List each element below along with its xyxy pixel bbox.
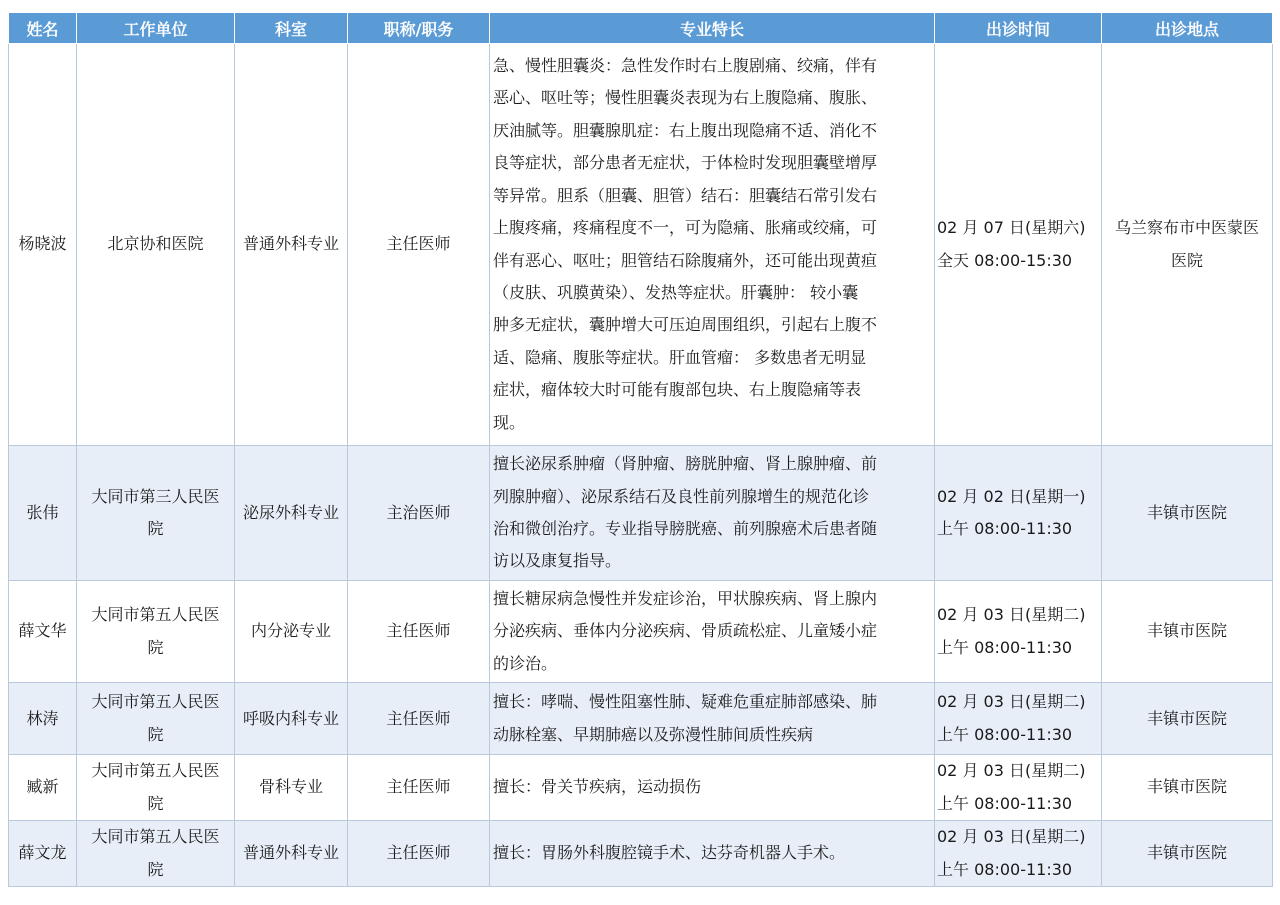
cell-specialty-line: 现。 — [493, 412, 526, 432]
table-body — [9, 44, 1273, 887]
cell-name: 杨晓波 — [9, 44, 77, 446]
cell-title: 主任医师 — [348, 683, 490, 755]
cell-specialty-line: 擅长：胃肠外科腹腔镜手术、达芬奇机器人手术。 — [493, 843, 846, 863]
cell-time-line: 02 月 03 日(星期二) — [937, 761, 1086, 781]
cell-specialty-line: 擅长泌尿系肿瘤（肾肿瘤、膀胱肿瘤、肾上腺肿瘤、前 — [493, 454, 878, 474]
cell-specialty — [490, 683, 935, 755]
header-specialty: 专业特长 — [490, 13, 935, 44]
cell-specialty-line: 动脉栓塞、早期肺癌以及弥漫性肺间质性疾病 — [493, 724, 814, 744]
cell-name: 张伟 — [9, 446, 77, 581]
cell-title: 主治医师 — [348, 446, 490, 581]
cell-unit-line: 大同市第三人民医 — [91, 486, 220, 506]
cell-time-line: 上午 08:00-11:30 — [937, 859, 1073, 879]
cell-specialty-line: 等异常。胆系（胆囊、胆管）结石：胆囊结石常引发右 — [493, 185, 878, 205]
cell-specialty-line: 适、隐痛、腹胀等症状。肝血管瘤： 多数患者无明显 — [493, 347, 867, 367]
cell-location-line: 丰镇市医院 — [1146, 708, 1227, 728]
cell-time — [935, 581, 1102, 683]
cell-unit — [77, 683, 235, 755]
cell-specialty-line: 的诊治。 — [493, 653, 558, 673]
cell-title: 主任医师 — [348, 755, 490, 821]
cell-unit-line: 院 — [147, 793, 164, 813]
cell-unit-line: 大同市第五人民医 — [91, 761, 220, 781]
cell-time-line: 02 月 03 日(星期二) — [937, 692, 1086, 712]
header-unit: 工作单位 — [77, 13, 235, 44]
cell-name: 薛文龙 — [9, 821, 77, 887]
clinic-schedule-table — [8, 12, 1273, 887]
cell-unit-line: 院 — [147, 519, 164, 538]
cell-location — [1102, 44, 1273, 446]
cell-specialty-line: 伴有恶心、呕吐；胆管结石除腹痛外，还可能出现黄疸 — [493, 250, 878, 270]
cell-specialty-line: 列腺肿瘤）、泌尿系结石及良性前列腺增生的规范化诊 — [493, 486, 870, 506]
cell-unit-line: 大同市第五人民医 — [91, 827, 220, 847]
cell-time-line: 上午 08:00-11:30 — [937, 519, 1073, 538]
cell-specialty-line: （皮肤、巩膜黄染）、发热等症状。肝囊肿： 较小囊 — [493, 282, 859, 302]
header-dept: 科室 — [235, 13, 348, 44]
cell-location — [1102, 683, 1273, 755]
cell-dept: 内分泌专业 — [235, 581, 348, 683]
header-title: 职称/职务 — [348, 13, 490, 44]
table-row — [9, 581, 1273, 683]
cell-specialty-line: 治和微创治疗。专业指导膀胱癌、前列腺癌术后患者随 — [493, 519, 878, 538]
header-location: 出诊地点 — [1102, 13, 1273, 44]
cell-specialty-line: 恶心、呕吐等；慢性胆囊炎表现为右上腹隐痛、腹胀、 — [493, 88, 878, 108]
cell-time-line: 02 月 03 日(星期二) — [937, 827, 1086, 847]
cell-location-line: 丰镇市医院 — [1146, 621, 1227, 641]
cell-specialty-line: 上腹疼痛，疼痛程度不一，可为隐痛、胀痛或绞痛，可 — [493, 218, 878, 238]
cell-time — [935, 755, 1102, 821]
cell-specialty-line: 急、慢性胆囊炎：急性发作时右上腹剧痛、绞痛，伴有 — [493, 56, 878, 76]
table-row — [9, 446, 1273, 581]
cell-dept: 泌尿外科专业 — [235, 446, 348, 581]
header-time: 出诊时间 — [935, 13, 1102, 44]
cell-specialty-line: 擅长糖尿病急慢性并发症诊治，甲状腺疾病、肾上腺内 — [493, 589, 878, 608]
table-row — [9, 44, 1273, 446]
cell-unit — [77, 755, 235, 821]
cell-time — [935, 683, 1102, 755]
cell-location-line: 乌兰察布市中医蒙医 — [1114, 218, 1259, 238]
cell-time-line: 上午 08:00-11:30 — [937, 637, 1073, 657]
cell-location — [1102, 581, 1273, 683]
cell-specialty-line: 访以及康复指导。 — [493, 551, 622, 571]
header-name: 姓名 — [9, 13, 77, 44]
cell-time-line: 02 月 03 日(星期二) — [937, 605, 1086, 625]
cell-title: 主任医师 — [348, 821, 490, 887]
cell-location-line: 丰镇市医院 — [1146, 777, 1227, 797]
cell-dept: 骨科专业 — [235, 755, 348, 821]
table-row — [9, 755, 1273, 821]
cell-time-line: 上午 08:00-11:30 — [937, 793, 1073, 813]
cell-name: 薛文华 — [9, 581, 77, 683]
cell-specialty — [490, 44, 935, 446]
table-header-row — [9, 13, 1273, 44]
cell-dept: 普通外科专业 — [235, 821, 348, 887]
cell-location — [1102, 755, 1273, 821]
cell-name: 臧新 — [9, 755, 77, 821]
cell-specialty-line: 肿多无症状，囊肿增大可压迫周围组织，引起右上腹不 — [493, 315, 878, 335]
cell-unit-line: 院 — [147, 859, 164, 879]
cell-unit-line: 大同市第五人民医 — [91, 692, 220, 712]
cell-specialty — [490, 755, 935, 821]
cell-unit-line: 院 — [147, 637, 164, 657]
cell-unit-line: 院 — [147, 724, 164, 744]
cell-unit-line: 大同市第五人民医 — [91, 605, 220, 625]
cell-location-line: 丰镇市医院 — [1146, 502, 1227, 522]
cell-specialty-line: 擅长：哮喘、慢性阻塞性肺、疑难危重症肺部感染、肺 — [493, 692, 878, 712]
cell-time — [935, 44, 1102, 446]
cell-location-line: 丰镇市医院 — [1146, 843, 1227, 863]
cell-specialty-line: 擅长：骨关节疾病，运动损伤 — [493, 777, 702, 797]
cell-specialty-line: 良等症状，部分患者无症状，于体检时发现胆囊壁增厚 — [493, 153, 878, 173]
cell-time-line: 上午 08:00-11:30 — [937, 724, 1073, 744]
table-row — [9, 821, 1273, 887]
cell-specialty-line: 症状，瘤体较大时可能有腹部包块、右上腹隐痛等表 — [493, 380, 862, 400]
cell-unit — [77, 821, 235, 887]
cell-unit-line: 北京协和医院 — [107, 234, 204, 254]
cell-title: 主任医师 — [348, 44, 490, 446]
cell-specialty-line: 厌油腻等。胆囊腺肌症：右上腹出现隐痛不适、消化不 — [493, 120, 878, 140]
cell-specialty — [490, 821, 935, 887]
cell-dept: 普通外科专业 — [235, 44, 348, 446]
cell-time-line: 02 月 02 日(星期一) — [937, 486, 1086, 506]
cell-dept: 呼吸内科专业 — [235, 683, 348, 755]
cell-time-line: 全天 08:00-15:30 — [937, 250, 1073, 270]
table-row — [9, 683, 1273, 755]
cell-name: 林涛 — [9, 683, 77, 755]
cell-specialty-line: 分泌疾病、垂体内分泌疾病、骨质疏松症、儿童矮小症 — [493, 621, 878, 641]
cell-unit — [77, 446, 235, 581]
cell-location — [1102, 446, 1273, 581]
cell-location — [1102, 821, 1273, 887]
cell-time — [935, 446, 1102, 581]
cell-unit — [77, 581, 235, 683]
cell-location-line: 医院 — [1170, 250, 1203, 270]
cell-unit — [77, 44, 235, 446]
cell-title: 主任医师 — [348, 581, 490, 683]
cell-specialty — [490, 446, 935, 581]
cell-time-line: 02 月 07 日(星期六) — [937, 218, 1086, 238]
cell-specialty — [490, 581, 935, 683]
cell-time — [935, 821, 1102, 887]
